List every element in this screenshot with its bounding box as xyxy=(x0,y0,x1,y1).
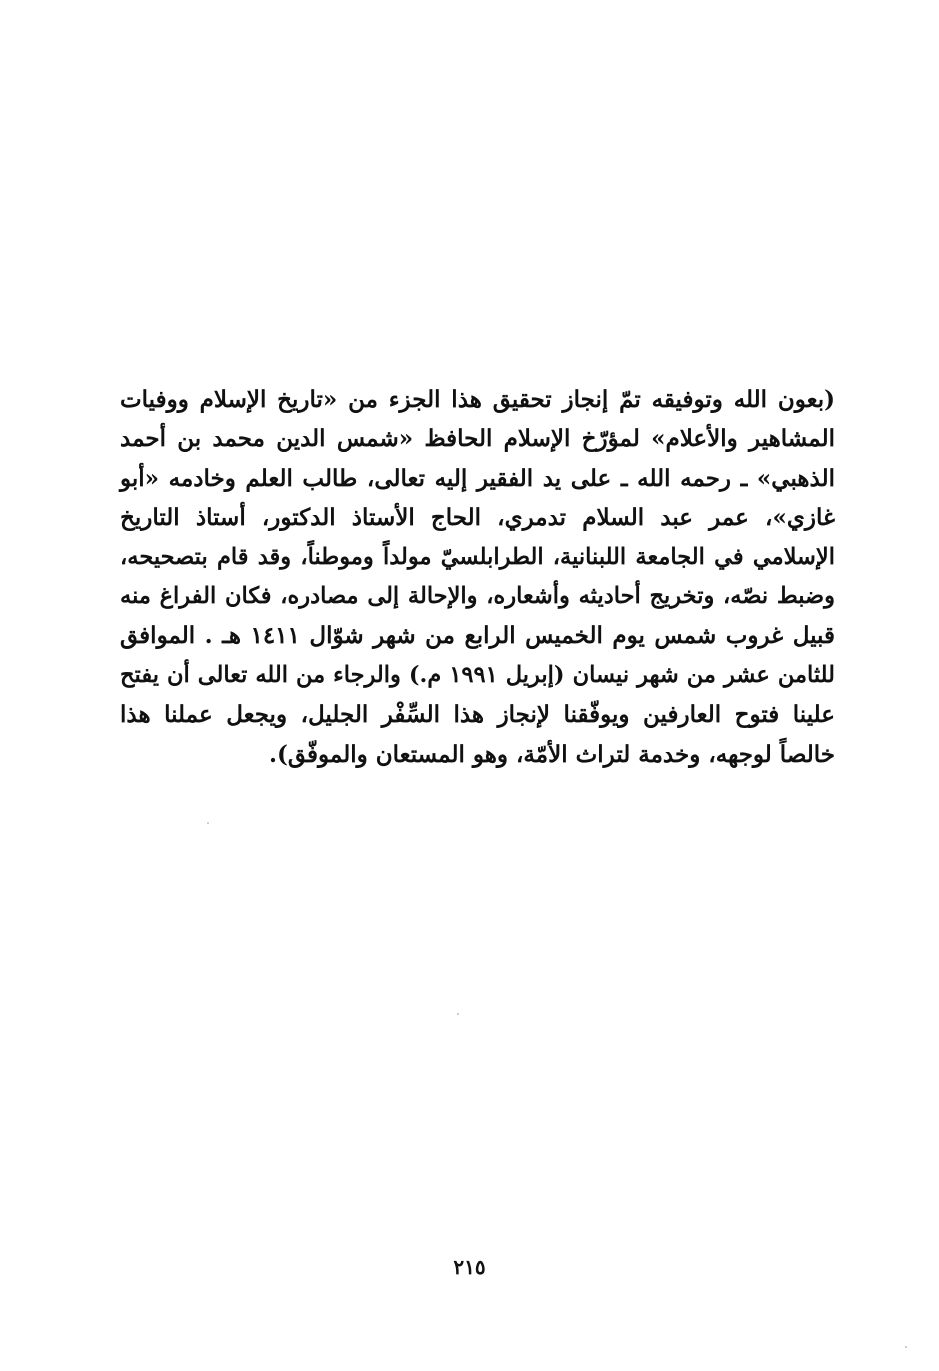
colophon-line-5: الإسلامي في الجامعة اللبنانية، الطرابلسيّ مولداً وموطناً، وقد قام بتصحيحه، xyxy=(120,543,835,570)
colophon-line-6: وضبط نصّه، وتخريج أحاديثه وأشعاره، والإحالة إلى مصادره، فكان الفراغ منه xyxy=(120,583,835,610)
colophon-line-7: قبيل غروب شمس يوم الخميس الرابع من شهر شوّال ١٤١١ هـ . الموافق xyxy=(120,622,835,650)
colophon-paragraph xyxy=(120,380,835,774)
colophon-line-1: (بعون الله وتوفيقه تمّ إنجاز تحقيق هذا الجزء من «تاريخ الإسلام ووفيات xyxy=(120,386,835,413)
colophon-line-2: المشاهير والأعلام» لمؤرّخ الإسلام الحافظ «شمس الدين محمد بن أحمد xyxy=(120,425,835,453)
colophon-line-8: للثامن عشر من شهر نيسان (إبريل ١٩٩١ م.) والرجاء من الله تعالى أن يفتح xyxy=(120,661,835,688)
page-number: ٢١٥ xyxy=(453,1255,486,1279)
colophon-line-4: غازي»، عمر عبد السلام تدمري، الحاج الأستاذ الدكتور، أستاذ التاريخ xyxy=(120,504,835,532)
scan-speck xyxy=(207,822,209,824)
colophon-line-3: الذهبي» ـ رحمه الله ـ على يد الفقير إليه تعالى، طالب العلم وخادمه «أبو xyxy=(120,464,835,492)
scan-speck xyxy=(457,1013,459,1015)
colophon-line-10: خالصاً لوجهه، وخدمة لتراث الأمّة، وهو المستعان والموفّق). xyxy=(268,740,835,768)
colophon-line-9: علينا فتوح العارفين ويوفّقنا لإنجاز هذا السِّفْر الجليل، ويجعل عملنا هذا xyxy=(120,701,835,729)
scan-speck xyxy=(905,1346,907,1348)
